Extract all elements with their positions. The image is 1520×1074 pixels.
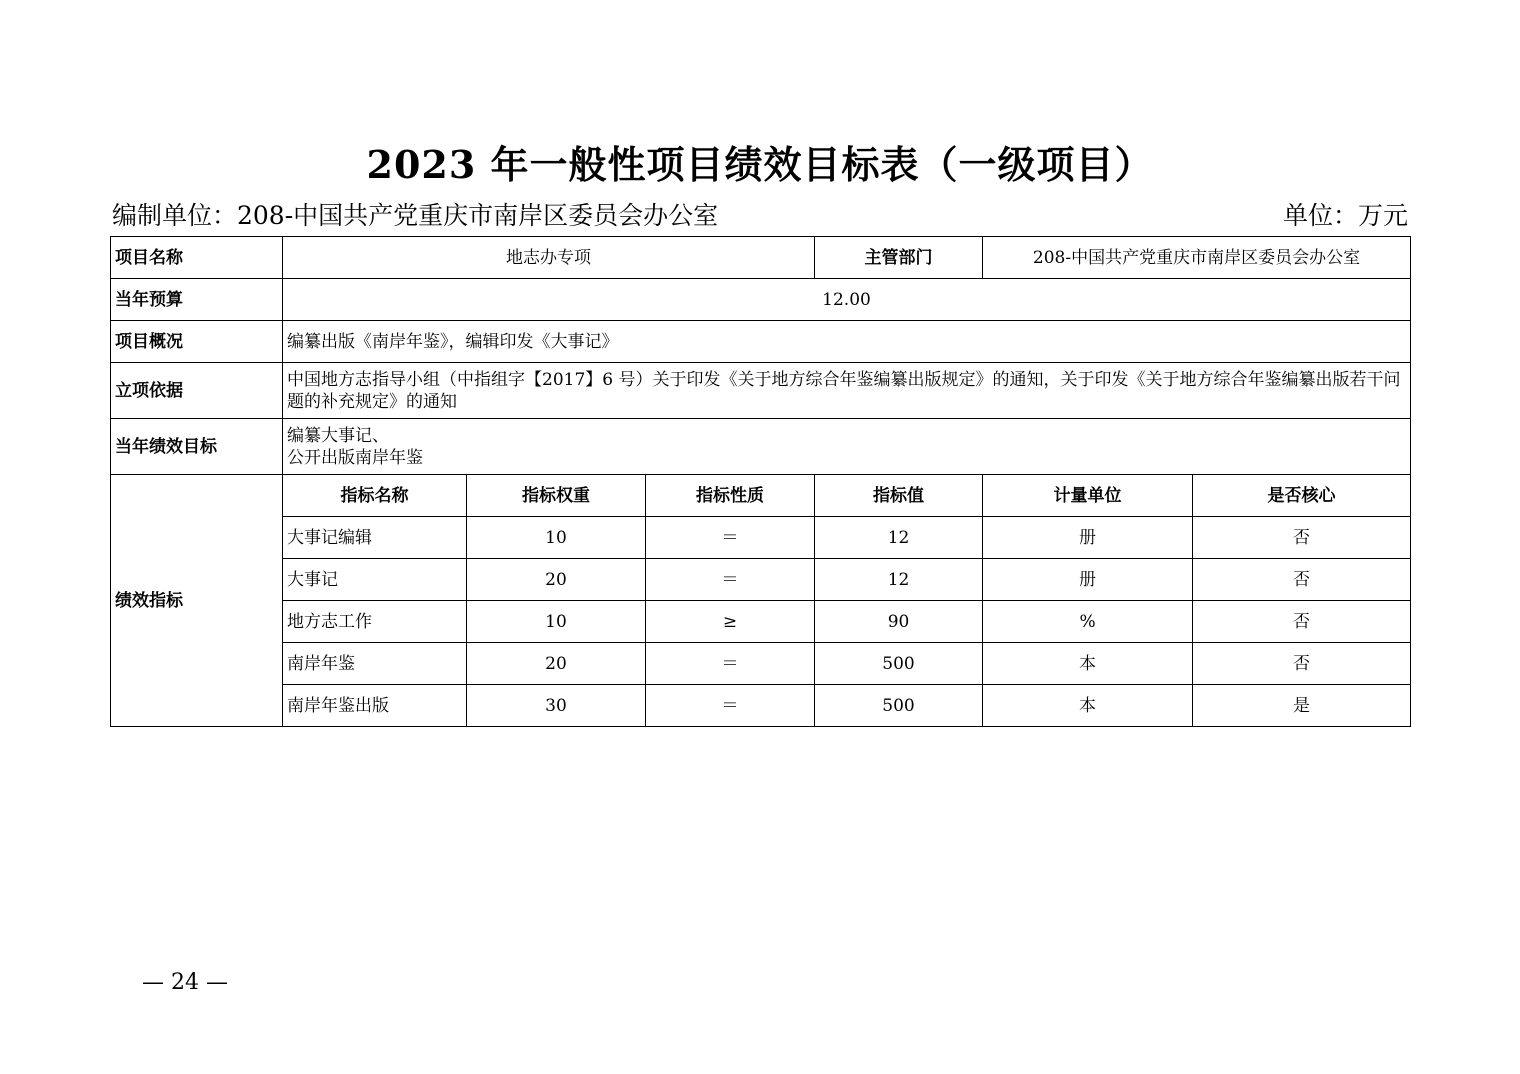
- row-project-name: [111, 237, 1411, 279]
- indicator-weight: 10: [467, 601, 646, 643]
- indicator-value: 12: [815, 559, 983, 601]
- row-goal: [111, 419, 1411, 475]
- indicator-name: 南岸年鉴: [283, 643, 467, 685]
- goal-line-2: 公开出版南岸年鉴: [287, 447, 423, 468]
- indicator-nature: ＝: [646, 643, 815, 685]
- row-budget: [111, 279, 1411, 321]
- performance-table: [110, 236, 1411, 727]
- indicator-name: 大事记编辑: [283, 517, 467, 559]
- header-measure-unit: 计量单位: [983, 475, 1193, 517]
- header-indicator-value: 指标值: [815, 475, 983, 517]
- compiler-unit: 编制单位：208-中国共产党重庆市南岸区委员会办公室: [112, 201, 719, 230]
- overview-label: 项目概况: [111, 321, 283, 363]
- page-number: — 24 —: [142, 970, 228, 995]
- indicator-value: 12: [815, 517, 983, 559]
- indicator-core: 否: [1193, 559, 1411, 601]
- row-overview: [111, 321, 1411, 363]
- indicator-core: 否: [1193, 601, 1411, 643]
- header-indicator-weight: 指标权重: [467, 475, 646, 517]
- basis-value: 中国地方志指导小组（中指组字【2017】6 号）关于印发《关于地方综合年鉴编纂出版规定》的通知，关于印发《关于地方综合年鉴编纂出版若干问题的补充规定》的通知: [283, 363, 1411, 419]
- indicator-core: 否: [1193, 517, 1411, 559]
- indicator-unit: 本: [983, 643, 1193, 685]
- indicator-weight: 30: [467, 685, 646, 727]
- indicator-header-row: [111, 475, 1411, 517]
- dept-label: 主管部门: [815, 237, 983, 279]
- table-row: [111, 685, 1411, 727]
- indicator-nature: ＝: [646, 685, 815, 727]
- table-row: [111, 643, 1411, 685]
- indicator-name: 南岸年鉴出版: [283, 685, 467, 727]
- budget-label: 当年预算: [111, 279, 283, 321]
- indicator-unit: 本: [983, 685, 1193, 727]
- indicator-nature: ＝: [646, 559, 815, 601]
- indicator-value: 500: [815, 685, 983, 727]
- currency-unit: 单位：万元: [1282, 201, 1408, 230]
- header-indicator-nature: 指标性质: [646, 475, 815, 517]
- table-row: [111, 601, 1411, 643]
- indicator-weight: 10: [467, 517, 646, 559]
- header-indicator-name: 指标名称: [283, 475, 467, 517]
- indicator-unit: 册: [983, 517, 1193, 559]
- page-title: 2023 年一般性项目绩效目标表（一级项目）: [366, 142, 1154, 187]
- indicator-unit: 册: [983, 559, 1193, 601]
- project-name-value: 地志办专项: [283, 237, 815, 279]
- indicator-value: 90: [815, 601, 983, 643]
- table-row: [111, 559, 1411, 601]
- overview-value: 编纂出版《南岸年鉴》，编辑印发《大事记》: [283, 321, 1411, 363]
- goal-line-1: 编纂大事记、: [287, 425, 389, 446]
- indicator-core: 是: [1193, 685, 1411, 727]
- header-is-core: 是否核心: [1193, 475, 1411, 517]
- project-name-label: 项目名称: [111, 237, 283, 279]
- indicator-name: 地方志工作: [283, 601, 467, 643]
- row-basis: [111, 363, 1411, 419]
- indicator-name: 大事记: [283, 559, 467, 601]
- goal-value: [283, 419, 1411, 475]
- basis-label: 立项依据: [111, 363, 283, 419]
- indicator-value: 500: [815, 643, 983, 685]
- indicator-core: 否: [1193, 643, 1411, 685]
- unit-row: [112, 196, 1408, 236]
- indicators-label: 绩效指标: [111, 475, 283, 727]
- indicator-unit: %: [983, 601, 1193, 643]
- goal-label: 当年绩效目标: [111, 419, 283, 475]
- dept-value: 208-中国共产党重庆市南岸区委员会办公室: [983, 237, 1411, 279]
- indicator-weight: 20: [467, 559, 646, 601]
- table-row: [111, 517, 1411, 559]
- indicator-nature: ＝: [646, 517, 815, 559]
- indicator-nature: ≥: [646, 601, 815, 643]
- indicator-weight: 20: [467, 643, 646, 685]
- budget-value: 12.00: [283, 279, 1411, 321]
